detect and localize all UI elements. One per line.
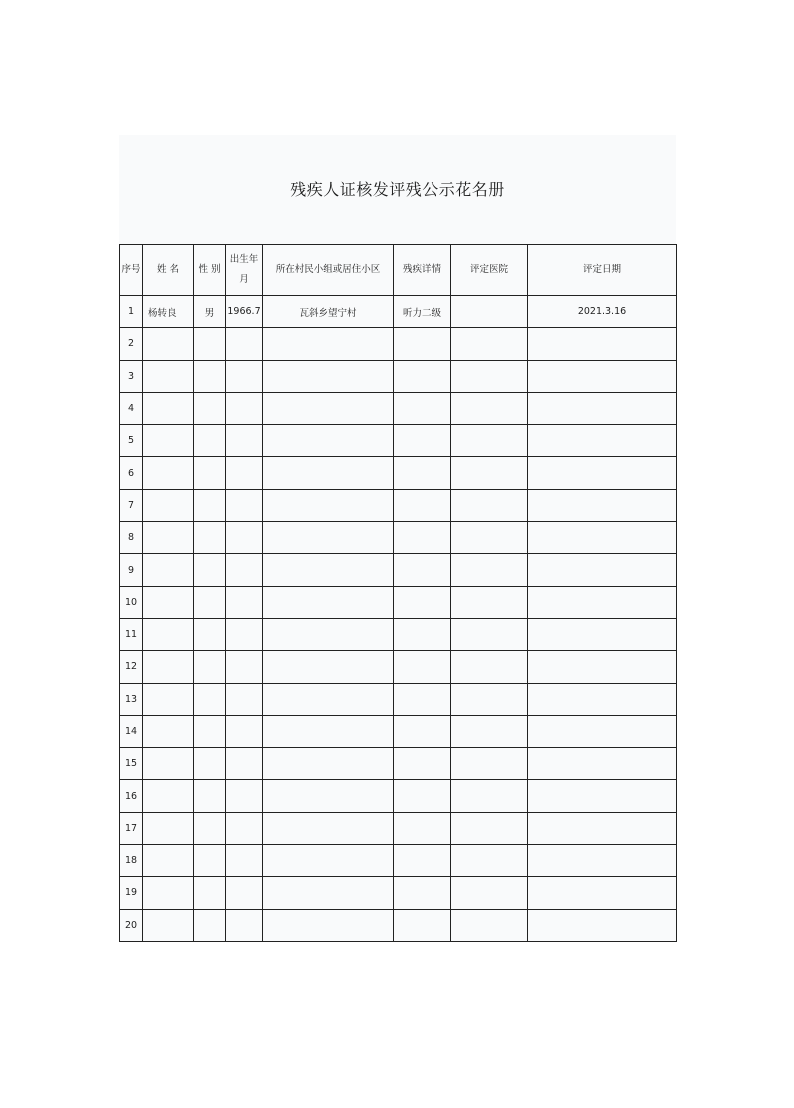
- cell-date: [528, 425, 677, 457]
- cell-gender: [194, 554, 226, 586]
- cell-index: 4: [120, 392, 143, 424]
- cell-date: [528, 845, 677, 877]
- cell-disability: [394, 554, 451, 586]
- cell-disability: [394, 392, 451, 424]
- cell-gender: [194, 457, 226, 489]
- cell-disability: [394, 522, 451, 554]
- cell-date: [528, 522, 677, 554]
- cell-hospital: [451, 586, 528, 618]
- cell-date: [528, 360, 677, 392]
- cell-date: [528, 715, 677, 747]
- cell-birth: [226, 618, 263, 650]
- cell-address: [263, 683, 394, 715]
- cell-gender: [194, 683, 226, 715]
- cell-index: 16: [120, 780, 143, 812]
- cell-birth: [226, 522, 263, 554]
- cell-index: 13: [120, 683, 143, 715]
- cell-date: [528, 457, 677, 489]
- cell-hospital: [451, 522, 528, 554]
- cell-index: 2: [120, 328, 143, 360]
- cell-disability: [394, 715, 451, 747]
- header-address: 所在村民小组或居住小区: [263, 245, 394, 296]
- cell-hospital: [451, 457, 528, 489]
- header-row: [120, 245, 677, 296]
- cell-gender: [194, 812, 226, 844]
- cell-hospital: [451, 748, 528, 780]
- cell-birth: [226, 328, 263, 360]
- cell-name: [143, 586, 194, 618]
- cell-name: [143, 780, 194, 812]
- cell-address: [263, 457, 394, 489]
- cell-disability: [394, 651, 451, 683]
- cell-disability: [394, 586, 451, 618]
- cell-index: 12: [120, 651, 143, 683]
- cell-name: [143, 683, 194, 715]
- cell-address: [263, 586, 394, 618]
- cell-gender: [194, 489, 226, 521]
- cell-index: 15: [120, 748, 143, 780]
- cell-name: [143, 360, 194, 392]
- cell-address: [263, 651, 394, 683]
- cell-name: [143, 425, 194, 457]
- cell-address: [263, 425, 394, 457]
- cell-index: 8: [120, 522, 143, 554]
- table-row: [120, 748, 677, 780]
- cell-hospital: [451, 296, 528, 328]
- cell-disability: 听力二级: [394, 296, 451, 328]
- cell-hospital: [451, 715, 528, 747]
- cell-hospital: [451, 360, 528, 392]
- cell-date: [528, 748, 677, 780]
- cell-gender: [194, 845, 226, 877]
- cell-hospital: [451, 780, 528, 812]
- cell-name: [143, 845, 194, 877]
- cell-hospital: [451, 392, 528, 424]
- cell-gender: [194, 877, 226, 909]
- cell-birth: [226, 425, 263, 457]
- cell-address: [263, 748, 394, 780]
- cell-birth: [226, 877, 263, 909]
- cell-address: [263, 812, 394, 844]
- cell-index: 10: [120, 586, 143, 618]
- cell-date: [528, 780, 677, 812]
- title-area: [119, 135, 676, 244]
- cell-index: 18: [120, 845, 143, 877]
- cell-gender: [194, 392, 226, 424]
- cell-date: [528, 812, 677, 844]
- table-row: [120, 328, 677, 360]
- table-row: [120, 618, 677, 650]
- cell-address: [263, 522, 394, 554]
- cell-hospital: [451, 651, 528, 683]
- cell-index: 9: [120, 554, 143, 586]
- cell-date: [528, 909, 677, 941]
- cell-index: 19: [120, 877, 143, 909]
- table-body: [120, 296, 677, 942]
- cell-index: 7: [120, 489, 143, 521]
- cell-name: [143, 909, 194, 941]
- cell-address: [263, 618, 394, 650]
- cell-name: [143, 554, 194, 586]
- cell-date: [528, 392, 677, 424]
- cell-hospital: [451, 554, 528, 586]
- cell-disability: [394, 909, 451, 941]
- cell-name: [143, 489, 194, 521]
- table-row: [120, 392, 677, 424]
- header-disability: 残疾详情: [394, 245, 451, 296]
- cell-date: [528, 328, 677, 360]
- cell-birth: [226, 683, 263, 715]
- cell-birth: [226, 554, 263, 586]
- table-row: [120, 457, 677, 489]
- cell-birth: [226, 489, 263, 521]
- cell-gender: 男: [194, 296, 226, 328]
- cell-birth: [226, 586, 263, 618]
- cell-disability: [394, 877, 451, 909]
- cell-birth: [226, 457, 263, 489]
- cell-hospital: [451, 909, 528, 941]
- cell-address: [263, 392, 394, 424]
- cell-disability: [394, 812, 451, 844]
- cell-name: [143, 715, 194, 747]
- cell-address: [263, 877, 394, 909]
- cell-disability: [394, 845, 451, 877]
- table-row: [120, 715, 677, 747]
- cell-address: [263, 715, 394, 747]
- cell-date: [528, 651, 677, 683]
- header-date: 评定日期: [528, 245, 677, 296]
- header-name: 姓 名: [143, 245, 194, 296]
- cell-birth: [226, 651, 263, 683]
- cell-gender: [194, 780, 226, 812]
- cell-disability: [394, 425, 451, 457]
- cell-index: 14: [120, 715, 143, 747]
- cell-name: [143, 877, 194, 909]
- cell-address: [263, 328, 394, 360]
- roster-table: [119, 244, 677, 942]
- cell-index: 6: [120, 457, 143, 489]
- table-row: [120, 586, 677, 618]
- table-row: [120, 651, 677, 683]
- cell-birth: 1966.7: [226, 296, 263, 328]
- table-row: [120, 812, 677, 844]
- cell-birth: [226, 715, 263, 747]
- cell-birth: [226, 780, 263, 812]
- cell-address: [263, 845, 394, 877]
- cell-hospital: [451, 683, 528, 715]
- cell-index: 17: [120, 812, 143, 844]
- cell-birth: [226, 748, 263, 780]
- cell-date: [528, 586, 677, 618]
- cell-date: 2021.3.16: [528, 296, 677, 328]
- cell-birth: [226, 812, 263, 844]
- cell-date: [528, 489, 677, 521]
- header-hospital: 评定医院: [451, 245, 528, 296]
- cell-disability: [394, 328, 451, 360]
- cell-gender: [194, 425, 226, 457]
- cell-hospital: [451, 618, 528, 650]
- cell-name: [143, 392, 194, 424]
- cell-gender: [194, 618, 226, 650]
- table-row: [120, 425, 677, 457]
- cell-name: 杨转良: [143, 296, 194, 328]
- cell-index: 20: [120, 909, 143, 941]
- cell-address: [263, 909, 394, 941]
- cell-hospital: [451, 845, 528, 877]
- table-row: [120, 909, 677, 941]
- document-title: 残疾人证核发评残公示花名册: [290, 180, 505, 199]
- cell-hospital: [451, 877, 528, 909]
- table-row: [120, 522, 677, 554]
- cell-disability: [394, 489, 451, 521]
- cell-address: [263, 360, 394, 392]
- cell-birth: [226, 360, 263, 392]
- cell-index: 11: [120, 618, 143, 650]
- header-index: 序号: [120, 245, 143, 296]
- cell-gender: [194, 328, 226, 360]
- cell-name: [143, 651, 194, 683]
- cell-gender: [194, 522, 226, 554]
- cell-hospital: [451, 489, 528, 521]
- cell-index: 3: [120, 360, 143, 392]
- table-row: [120, 683, 677, 715]
- table-row: [120, 877, 677, 909]
- cell-birth: [226, 845, 263, 877]
- cell-gender: [194, 651, 226, 683]
- table-row: [120, 360, 677, 392]
- cell-date: [528, 877, 677, 909]
- table-row: [120, 780, 677, 812]
- cell-hospital: [451, 812, 528, 844]
- cell-hospital: [451, 328, 528, 360]
- cell-gender: [194, 748, 226, 780]
- cell-address: [263, 554, 394, 586]
- cell-gender: [194, 909, 226, 941]
- table-row: [120, 845, 677, 877]
- header-gender: 性 别: [194, 245, 226, 296]
- document-sheet: [119, 135, 676, 942]
- cell-index: 1: [120, 296, 143, 328]
- cell-address: 瓦斜乡望宁村: [263, 296, 394, 328]
- cell-name: [143, 328, 194, 360]
- cell-gender: [194, 586, 226, 618]
- cell-name: [143, 457, 194, 489]
- cell-address: [263, 780, 394, 812]
- cell-disability: [394, 618, 451, 650]
- table-row: [120, 296, 677, 328]
- cell-disability: [394, 360, 451, 392]
- cell-disability: [394, 748, 451, 780]
- cell-index: 5: [120, 425, 143, 457]
- cell-name: [143, 748, 194, 780]
- cell-hospital: [451, 425, 528, 457]
- cell-gender: [194, 360, 226, 392]
- cell-gender: [194, 715, 226, 747]
- cell-date: [528, 618, 677, 650]
- cell-date: [528, 554, 677, 586]
- cell-name: [143, 812, 194, 844]
- table-row: [120, 554, 677, 586]
- cell-name: [143, 618, 194, 650]
- cell-disability: [394, 780, 451, 812]
- header-birth: 出生年月: [226, 245, 263, 296]
- cell-name: [143, 522, 194, 554]
- cell-birth: [226, 909, 263, 941]
- cell-date: [528, 683, 677, 715]
- cell-disability: [394, 457, 451, 489]
- cell-disability: [394, 683, 451, 715]
- table-row: [120, 489, 677, 521]
- cell-address: [263, 489, 394, 521]
- cell-birth: [226, 392, 263, 424]
